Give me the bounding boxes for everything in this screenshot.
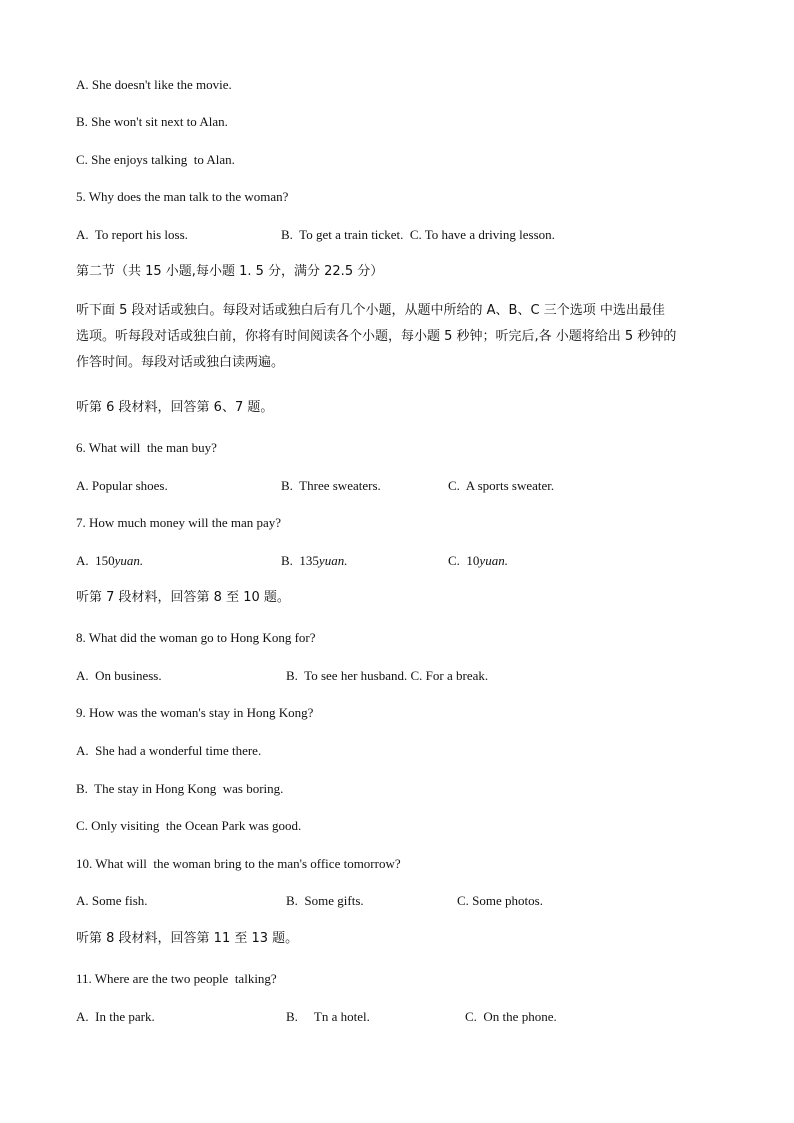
instructions-line-3: 作答时间。每段对话或独白读两遍。 bbox=[76, 355, 285, 370]
segment-8-heading: 听第 8 段材料，回答第 11 至 13 题。 bbox=[76, 931, 299, 946]
q4-option-c: C. She enjoys talking to Alan. bbox=[76, 152, 235, 167]
q9-option-a: A. She had a wonderful time there. bbox=[76, 743, 262, 758]
q5-option-a: A. To report his loss. bbox=[76, 227, 188, 242]
q6-option-c: C. A sports sweater. bbox=[448, 478, 555, 493]
q4-option-a: A. She doesn't like the movie. bbox=[76, 77, 232, 92]
question-7: 7. How much money will the man pay? bbox=[76, 515, 282, 530]
question-5: 5. Why does the man talk to the woman? bbox=[76, 189, 289, 204]
question-10: 10. What will the woman bring to the man's office tomorrow? bbox=[76, 856, 401, 871]
question-9: 9. How was the woman's stay in Hong Kong? bbox=[76, 705, 314, 720]
q11-option-b: B. Tn a hotel. bbox=[286, 1009, 370, 1024]
section-2-instructions bbox=[76, 298, 726, 376]
instructions-line-2: 选项。听每段对话或独白前，你将有时间阅读各个小题，每小题 5 秒钟；听完后,各 小题将给出 5 秒钟的 bbox=[76, 329, 677, 344]
q5-option-b-c: B. To get a train ticket. C. To have a driving lesson. bbox=[281, 227, 555, 242]
question-8: 8. What did the woman go to Hong Kong for? bbox=[76, 630, 316, 645]
q9-option-b: B. The stay in Hong Kong was boring. bbox=[76, 781, 284, 796]
q8-option-b-c: B. To see her husband. C. For a break. bbox=[286, 668, 489, 683]
q7-option-b: B. 135yuan. bbox=[281, 553, 348, 568]
q11-option-a: A. In the park. bbox=[76, 1009, 155, 1024]
question-6: 6. What will the man buy? bbox=[76, 440, 217, 455]
q6-option-b: B. Three sweaters. bbox=[281, 478, 381, 493]
q9-option-c: C. Only visiting the Ocean Park was good. bbox=[76, 818, 302, 833]
section-2-heading: 第二节（共 15 小题,每小题 1. 5 分，满分 22.5 分） bbox=[76, 264, 384, 279]
segment-7-heading: 听第 7 段材料，回答第 8 至 10 题。 bbox=[76, 590, 290, 605]
q10-option-a: A. Some fish. bbox=[76, 893, 148, 908]
instructions-line-1: 听下面 5 段对话或独白。每段对话或独白后有几个小题，从题中所给的 A、B、C 三个选项 中选出最佳 bbox=[76, 303, 665, 318]
q10-option-b: B. Some gifts. bbox=[286, 893, 364, 908]
q7-option-c: C. 10yuan. bbox=[448, 553, 508, 568]
q4-option-b: B. She won't sit next to Alan. bbox=[76, 114, 228, 129]
segment-6-heading: 听第 6 段材料，回答第 6、7 题。 bbox=[76, 400, 274, 415]
q11-option-c: C. On the phone. bbox=[465, 1009, 557, 1024]
q7-option-a: A. 150yuan. bbox=[76, 553, 144, 568]
q8-option-a: A. On business. bbox=[76, 668, 162, 683]
q6-option-a: A. Popular shoes. bbox=[76, 478, 168, 493]
q10-option-c: C. Some photos. bbox=[457, 893, 543, 908]
question-11: 11. Where are the two people talking? bbox=[76, 971, 277, 986]
